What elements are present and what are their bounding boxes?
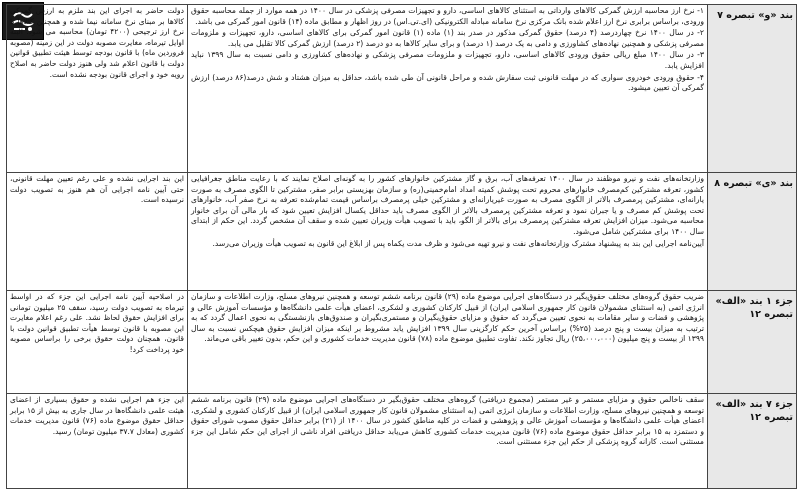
implementation-note: در اصلاحیه آیین نامه اجرایی این جزء که در اواسط تیرماه به تصویب دولت رسید، سقف ۲۵ میلیون تومانی برای افزایش حقوق لحاظ نشد. علی رغم اعلام مغایرت این مصوبه با قانون توسط هیأت تطبیق قوانین دولت با قانون، همچنان دولت حقوق برخی را براساس مصوبه خود پرداخت کرد! xyxy=(7,291,188,394)
clause-paragraph: ۴- حقوق ورودی خودروی سواری که در مهلت قانونی ثبت سفارش شده و مراحل قانونی آن طی شده باشد، حداقل به میزان هشتاد و شش درصد(۸۶ درصد) ارزش گمرکی آن تعیین میشود. xyxy=(191,72,704,93)
implementation-note: دولت حاضر به اجرای این بند ملزم به ارزش گمرکی کالاها بر مبنای نرخ سامانه نیما شده و همچنین کالاها با نرخ ارز ترجیحی (۴۲۰۰ تومان) محاسبه می شود. البته اوایل تیرماه، مغایرت مصوبه دولت در این زمینه (مصوبه فروردین ماه) با قانون بودجه توسط هیئت تطبیق قوانین دولت با قانون اعلام شد ولی هنوز دولت حاضر به اصلاح رویه خود و اجرای قانون بودجه نشده است. xyxy=(7,5,188,173)
clause-paragraph: آیین‌نامه اجرایی این بند به پیشنهاد مشترک وزارتخانه‌های نفت و نیرو تهیه می‌شود و ظرف مدت یکماه پس از ابلاغ این قانون به تصویب هیأت وزیران می‌رسد. xyxy=(212,238,704,248)
clause-text xyxy=(188,394,708,489)
clause-paragraph: ۳- در سال ۱۴۰۰ مبلغ ریالی حقوق ورودی کالاهای اساسی، دارو، تجهیزات و ملزومات مصرفی پزشکی و نهاده‌های کشاورزی و دامی نسبت به سال ۱۳۹۹ نباید افزایش یابد. xyxy=(191,50,704,70)
clause-label: جزء ۷ بند «الف» تبصره ۱۲ xyxy=(708,394,797,489)
clause-text xyxy=(188,173,708,291)
clause-paragraph: ۱- نرخ ارز محاسبه ارزش گمرکی کالاهای وارداتی به استثنای کالاهای اساسی، دارو و تجهیزات مصرفی پزشکی در سال ۱۴۰۰ در همه موارد از جمله محاسبه حقوق ورودی، براساس برابری نرخ ارز اعلام شده بانک مرکزی نرخ سامانه مبادله الکترونیکی (ای.تی.اس) در روز اظهار و مطابق ماده (۱۴) قانون امور گمرکی می باشد. xyxy=(191,6,704,26)
implementation-note: این جزء هم اجرایی نشده و حقوق بسیاری از اعضای هیئت علمی دانشگاه‌ها در سال جاری به بیش از ۱۵ برابر حداقل حقوق موضوع ماده (۷۶) قانون مدیریت خدمات کشوری (معادل ۳۷.۷ میلیون تومان) رسید. xyxy=(7,394,188,489)
table-row xyxy=(7,291,797,394)
table-row xyxy=(7,5,797,173)
clause-text xyxy=(188,5,708,173)
clause-label: بند «ی» تبصره ۸ xyxy=(708,173,797,291)
clause-text xyxy=(188,291,708,394)
clause-paragraph: ضریب حقوق گروه‌های مختلف حقوق‌بگیر در دستگاه‌های اجرایی موضوع ماده (۲۹) قانون برنامه ششم توسعه و همچنین نیروهای مسلح، وزارت اطلاعات و سازمان انرژی اتمی (به استثنای مشمولان قانون کار جمهوری اسلامی ایران) از قبیل کارکنان کشوری و لشکری، اعضای هیأت علمی دانشگاه‌ها و مؤسسات آموزش عالی و پژوهشی و قضات و سایر مقامات به نحوی تعیین می‌گردد که حقوق و مزایای حقوق‌بگیران و مستمری‌بگیران و صندوق‌های بازنشستگی به نحوی اعمال گردد که به ترتیب به میزان بیست و پنج درصد (۲۵%) براساس آخرین حکم کارگزینی سال ۱۳۹۹ افزایش یابد مشروط بر اینکه میزان افزایش حقوق هیچکس نسبت به سال ۱۳۹۹ از بیست و پنج میلیون (۲۵،۰۰۰،۰۰۰) ریال تجاوز نکند. تفاوت تطبیق موضوع ماده (۷۸) قانون مدیریت خدمات کشوری و این حکم، بدون تغییر باقی می‌ماند. xyxy=(191,292,705,344)
budget-law-table xyxy=(6,4,797,489)
clause-paragraph: ۲- در سال ۱۴۰۰ نرخ چهاردرصد (۴ درصد) حقوق گمرکی مذکور در صدر بند (۱) ماده (۱) قانون امور گمرکی برای کالاهای اساسی، دارو، تجهیزات و ملزومات مصرفی پزشکی و همچنین نهاده‌های کشاورزی و دامی به یک درصد (۱ درصد) و برای سایر کالاها به دو درصد (۲ درصد) ارزش گمرکی کالا تقلیل می یابد. xyxy=(191,28,704,48)
clause-label: بند «و» تبصره ۷ xyxy=(708,5,797,173)
clause-label: جزء ۱ بند «الف» تبصره ۱۲ xyxy=(708,291,797,394)
clause-paragraph: سقف ناخالص حقوق و مزایای مستمر و غیر مستمر (مجموع دریافتی) گروه‌های مختلف حقوق‌بگیر در دستگاه‌های اجرایی موضوع ماده (۲۹) قانون برنامه ششم توسعه و همچنین نیروهای مسلح، وزارت اطلاعات و سازمان انرژی اتمی (به استثنای مشمولان قانون کار جمهوری اسلامی ایران) از قبیل کارکنان کشوری و لشکری، اعضای هیأت علمی دانشگاه‌ها و مؤسسات آموزش عالی و پژوهشی و قضات در کلیه مناطق کشور در سال ۱۴۰۰ از (۲۱) برابر حداقل حقوق مصوب شورای حقوق و دستمزد به ۱۵ برابر حداقل حقوق موضوع ماده (۷۶) قانون مدیریت خدمات کشوری کاهش می‌یابد حداقل دریافتی افراد ناشی از اجرای این حکم شامل این جزء مستثنی است. کارانه گروه پزشکی از حکم این جزء مستثنی است. xyxy=(191,395,704,447)
clause-paragraph: وزارتخانه‌های نفت و نیرو موظفند در سال ۱۴۰۰ تعرفه‌های آب، برق و گاز مشترکین خانوارهای کشور را به گونه‌ای اصلاح نمایند که با رعایت مناطق جغرافیایی کشور، تعرفه مشترکین کم‌مصرف خانوارهای محروم تحت پوشش کمیته امداد امام‌خمینی(ره) و سازمان بهزیستی برابر صفر، مشترکین تا الگوی مصرف به صورت یارانه‌ای، مشترکین پرمصرف بالاتر از الگوی مصرف به صورت غیریارانه‌ای و مشترکین خیلی پرمصرف براساس قیمت تمام‌شده تعرفه به نرخ صفر آب، خانوارهای تحت پوشش کم مصرف و یا جبران نمود و تعرفه مشترکین پرمصرف بالاتر از الگوی مصرف باید حداقل یکسال افزایش تعیین شود که بار مالی آن برای خانوار محاسبه می‌شود. میزان افزایش تعرفه مشترکین پرمصرف برای بالاتر از الگو، باید با تصویب هیأت وزیران تعیین شده و سقف آن مشخص گردد. این حکم از ابتدای سال ۱۴۰۰ برای مشترکین شامل می‌شود. xyxy=(191,174,704,236)
implementation-note: این بند اجرایی نشده و علی رغم تعیین مهلت قانونی، حتی آیین نامه اجرایی آن هم هنوز به تصویب دولت نرسیده است. xyxy=(7,173,188,291)
table-row xyxy=(7,394,797,489)
table-row xyxy=(7,173,797,291)
